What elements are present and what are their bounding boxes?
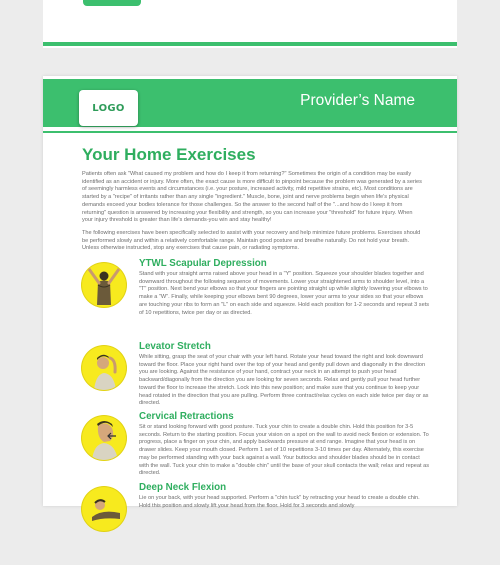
exercise-item	[82, 341, 429, 411]
exercise-title: Cervical Retractions	[139, 411, 234, 423]
exercise-title: YTWL Scapular Depression	[139, 258, 267, 270]
previous-page	[43, 0, 457, 48]
instructions-paragraph: The following exercises have been specifically selected to assist with your recovery and help minimize future problems. Exercises should be performed slowly and within a relatively comfortable range. Maintain good posture and breathe naturally. Do not hold your breath. Unless otherwise instructed, stop any exercises that cause pain, or radiating symptoms.	[82, 229, 421, 252]
ytwl-figure-icon	[82, 263, 126, 307]
exercise-description: Stand with your straight arms raised above your head in a "Y" position. Squeeze your shoulder blades together and downward throughout the following sequence of movements. Lower your straightened arms to shoulder level, into a "T" position. Next bend your elbows so that your fingers are pointing straight up while slightly lowering your elbows to make a "W". Finally, while keeping your elbows bent 90 degrees, lower your arms to your sides so that your elbows are touching your ribs to form an "L" on each side and squeeze. Hold each position for 1-2 seconds and repeat 3 sets of 10 repetitions, twice per day or as directed.	[139, 271, 430, 316]
exercise-title: Levator Stretch	[139, 341, 211, 353]
page-title: Your Home Exercises	[82, 145, 256, 164]
header-band	[43, 79, 457, 127]
document-content	[82, 145, 430, 565]
exercise-description: While sitting, grasp the seat of your chair with your left hand. Rotate your head toward the right and look downward toward the floor. Place your right hand over the top of your head and gently pull down and diagonally in the direction you are looking. Against the resistance of your hand, contract your neck in an attempt to push your head backward/diagonally from the direction you are looking for seven seconds. Relax and gently pull your head further toward the floor to increase the stretch. Lock into this new position; and make sure that you continue to keep your head rotated in the direction that you are pulling. Perform three contract/relax cycles on each side twice per day or as directed.	[139, 354, 429, 407]
cervical-retraction-icon	[82, 416, 126, 460]
exercise-item	[82, 258, 430, 341]
exercise-item	[82, 411, 430, 482]
logo	[79, 90, 138, 126]
previous-page-footer-bar	[43, 42, 457, 46]
previous-page-logo	[83, 0, 141, 6]
deep-neck-flexion-icon	[82, 487, 126, 531]
exercise-sheet-page	[43, 76, 457, 509]
exercise-description: Lie on your back, with your head supported. Perform a "chin tuck" by retracting your head to create a double chin. Hold this position and slowly lift your head from the floor. Hold for 3 seconds and slowly	[139, 495, 420, 509]
levator-stretch-icon	[82, 346, 126, 390]
header-divider	[43, 131, 457, 133]
provider-name: Provider’s Name	[300, 92, 415, 109]
exercise-title: Deep Neck Flexion	[139, 482, 227, 494]
exercise-item	[82, 482, 422, 565]
exercise-description: Sit or stand looking forward with good posture. Tuck your chin to create a double chin. Hold this position for 3-5 seconds. Return to the starting position. Focus your vision on a spot on the wall to avoid neck flexion or extension. To progress, place a finger on your chin, and apply backwards pressure at end range. Imagine that your head is on drawer slides. Keep your mouth closed. Perform 1 set of 10 repetitions 3-10 times per day. Alternately, this exercise may be performed standing with your back against a wall. Your buttocks and shoulder blades should be in contact with the wall. Tuck your chin to make a "double chin" until the base of your skull contacts the wall; relax and repeat as directed.	[139, 424, 430, 477]
intro-paragraph: Patients often ask "What caused my problem and how do I keep it from returning?" Sometimes the origin of a condition may be easily identified as an accident or injury. More often, the exact cause is more difficult to pinpoint because the problem was generated by a series of seemingly harmless events and circumstances (i.e. your posture, increased activity, mild repetitive strains, etc). Most conditions are started by a "recipe" of irritants rather than any single "ingredient." Muscle, bone, joint and nerve problems begin when life's physical demands exceed your bodies tolerance for those challenges. So the answer to the second half of the "...and how do I keep it from returning" question is answered by increasing your flexibility and strength, so you can increase your "threshold" for future injury. When your injury threshold is greater than life's demands-you win and stay healthy!	[82, 171, 422, 224]
logo-text: LOGO	[92, 102, 125, 114]
